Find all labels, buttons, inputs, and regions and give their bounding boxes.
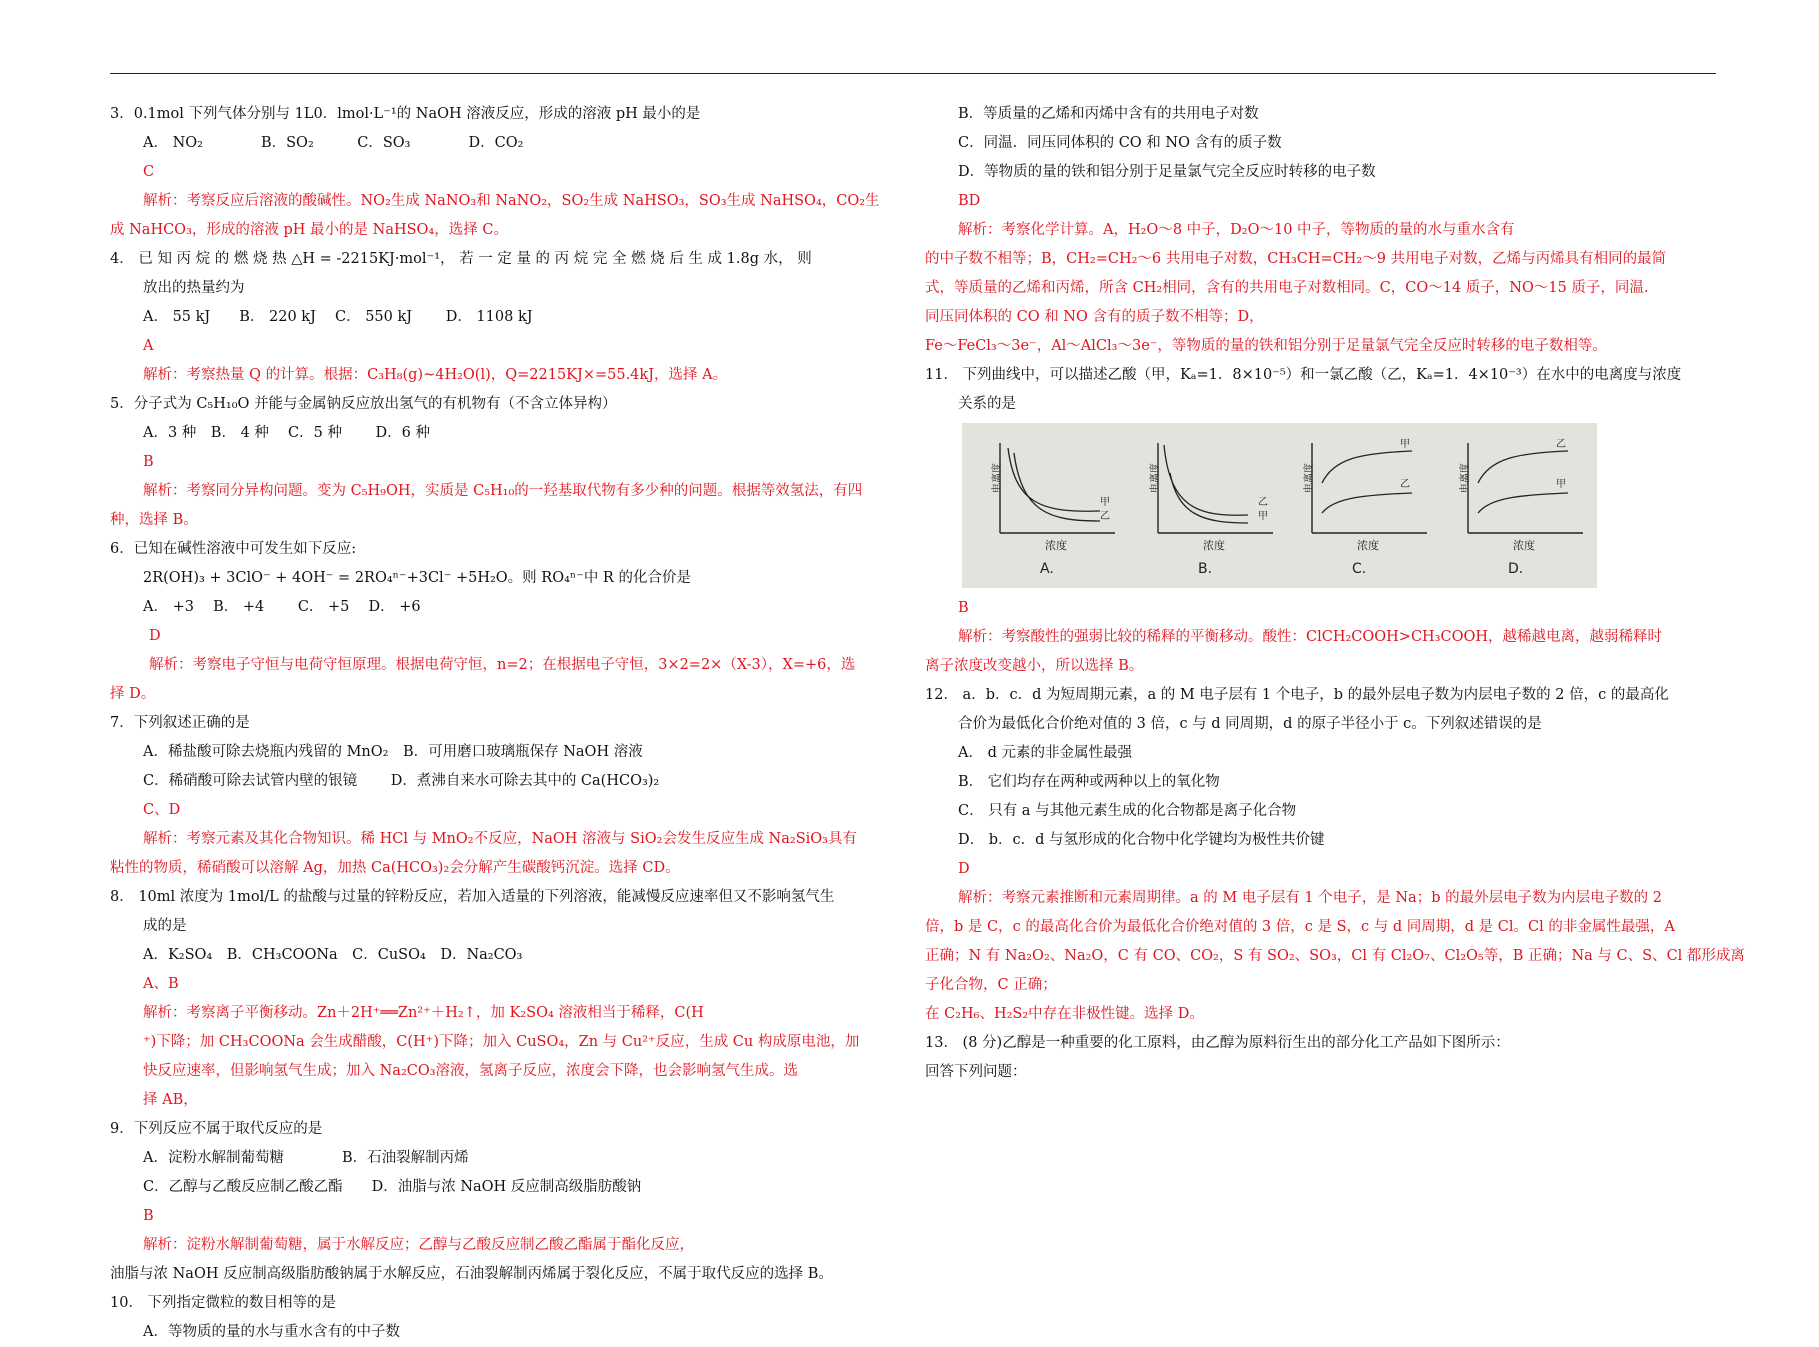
text-line: C．同温．同压同体积的 CO 和 NO 含有的质子数 xyxy=(958,135,1282,151)
text-line: A．淀粉水解制葡萄糖 B．石油裂解制丙烯 xyxy=(143,1150,469,1166)
question-line: 12． a．b．c．d 为短周期元素，a 的 M 电子层有 1 个电子，b 的最外层电子数为内层电子数的 2 倍，c 的最高化 xyxy=(925,687,1669,703)
answer-line: 择 D。 xyxy=(110,686,156,702)
question-line: 6．已知在碱性溶液中可发生如下反应: xyxy=(110,541,357,557)
series-label: 甲 xyxy=(1556,479,1566,490)
y-axis-label: 电离度 xyxy=(992,463,1003,493)
text-line: C．稀硝酸可除去试管内壁的银镜 D．煮沸自来水可除去其中的 Ca(HCO₃)₂ xyxy=(143,773,660,789)
answer-line: 倍，b 是 C，c 的最高化合价为最低化合价绝对值的 3 倍，c 是 S，c 与 d 同周期，d 是 Cl。Cl 的非金属性最强，A xyxy=(925,919,1675,935)
curve-upper xyxy=(1322,451,1412,483)
answer-line: 解析：考察电子守恒与电荷守恒原理。根据电荷守恒，n=2；在根据电子守恒，3×2=2×（X-3），X=+6，选 xyxy=(149,657,856,673)
answer-line: C xyxy=(143,164,155,180)
ionization-degree-figure xyxy=(962,423,1597,588)
text-line: 放出的热量约为 xyxy=(143,280,245,296)
answer-line: 在 C₂H₆、H₂S₂中存在非极性键。选择 D。 xyxy=(925,1006,1204,1022)
header-rule xyxy=(110,73,1716,74)
text-line: B． 它们均存在两种或两种以上的氧化物 xyxy=(958,774,1220,790)
text-line: 成的是 xyxy=(143,918,187,934)
answer-line: D xyxy=(149,628,161,644)
text-line: 2R(OH)₃ + 3ClO⁻ + 4OH⁻ = 2RO₄ⁿ⁻+3Cl⁻ +5H₂O。则 RO₄ⁿ⁻中 R 的化合价是 xyxy=(143,570,691,586)
text-line: D．等物质的量的铁和铝分别于足量氯气完全反应时转移的电子数 xyxy=(958,164,1376,180)
answer-line: 解析：考察元素及其化合物知识。稀 HCl 与 MnO₂不反应，NaOH 溶液与 SiO₂会发生反应生成 Na₂SiO₃具有 xyxy=(143,831,857,847)
curve-upper xyxy=(1164,445,1248,515)
answer-line: 解析：考察酸性的强弱比较的稀释的平衡移动。酸性：ClCH₂COOH>CH₃COOH，越稀越电离，越弱稀释时 xyxy=(958,629,1663,645)
text-line: A．K₂SO₄ B．CH₃COONa C．CuSO₄ D．Na₂CO₃ xyxy=(143,947,523,963)
answer-line: 粘性的物质，稀硝酸可以溶解 Ag，加热 Ca(HCO₃)₂会分解产生碳酸钙沉淀。选择 CD。 xyxy=(110,860,680,876)
answer-line: 择 AB， xyxy=(143,1092,198,1108)
text-line: C． 只有 a 与其他元素生成的化合物都是离子化合物 xyxy=(958,803,1297,819)
text-line: 回答下列问题： xyxy=(925,1064,1027,1080)
left-column xyxy=(110,100,900,1347)
answer-line: ⁺)下降；加 CH₃COONa 会生成醋酸，C(H⁺)下降；加入 CuSO₄，Zn 与 Cu²⁺反应，生成 Cu 构成原电池，加 xyxy=(143,1034,860,1050)
question-line: 10． 下列指定微粒的数目相等的是 xyxy=(110,1295,337,1311)
answer-line: A、B xyxy=(143,976,179,992)
answer-line: 离子浓度改变越小，所以选择 B。 xyxy=(925,658,1144,674)
text-line: A． d 元素的非金属性最强 xyxy=(958,745,1132,761)
question-line: 4． 已 知 丙 烷 的 燃 烧 热 △H = -2215KJ·mol⁻¹， 若 一 定 量 的 丙 烷 完 全 燃 烧 后 生 成 1.8g 水， 则 xyxy=(110,251,812,267)
question-line: 11． 下列曲线中，可以描述乙酸（甲，Kₐ=1．8×10⁻⁵）和一氯乙酸（乙，Kₐ=1．4×10⁻³）在水中的电离度与浓度 xyxy=(925,367,1682,383)
answer-line: B xyxy=(143,1208,154,1224)
answer-line: D xyxy=(958,861,970,877)
answer-line: 解析：淀粉水解制葡萄糖，属于水解反应；乙醇与乙酸反应制乙酸乙酯属于酯化反应， xyxy=(143,1237,694,1253)
panel-label: B. xyxy=(1198,561,1213,577)
text-line: A．3 种 B． 4 种 C．5 种 D．6 种 xyxy=(143,425,431,441)
series-label: 乙 xyxy=(1100,511,1110,522)
text-line: A． +3 B． +4 C． +5 D． +6 xyxy=(143,599,421,615)
series-label: 甲 xyxy=(1400,439,1410,450)
text-line: 关系的是 xyxy=(958,396,1016,412)
right-column-top xyxy=(925,100,1715,419)
text-line: 油脂与浓 NaOH 反应制高级脂肪酸钠属于水解反应，石油裂解制丙烯属于裂化反应，不属于取代反应的选择 B。 xyxy=(110,1266,833,1282)
answer-line: B xyxy=(958,600,969,616)
question-line: 13． (8 分)乙醇是一种重要的化工原料，由乙醇为原料衍生出的部分化工产品如下图所示： xyxy=(925,1035,1510,1051)
answer-line: 正确；N 有 Na₂O₂、Na₂O，C 有 CO、CO₂，S 有 SO₂、SO₃，Cl 有 Cl₂O₇、Cl₂O₅等，B 正确；Na 与 C、S、Cl 都形成离 xyxy=(925,948,1745,964)
answer-line: 同压同体积的 CO 和 NO 含有的质子数不相等；D， xyxy=(925,309,1264,325)
answer-line: A xyxy=(143,338,154,354)
curve-lower xyxy=(1478,493,1568,513)
series-label: 乙 xyxy=(1258,497,1268,508)
y-axis-label: 电离度 xyxy=(1304,463,1315,493)
text-line: B．等质量的乙烯和丙烯中含有的共用电子对数 xyxy=(958,106,1259,122)
question-line: 3．0.1mol 下列气体分别与 1L0．lmol·L⁻¹的 NaOH 溶液反应，形成的溶液 pH 最小的是 xyxy=(110,106,701,122)
question-line: 5．分子式为 C₅H₁₀O 并能与金属钠反应放出氢气的有机物有（不含立体异构） xyxy=(110,396,617,412)
x-axis-label: 浓度 xyxy=(1203,539,1225,552)
text-line: D． b．c．d 与氢形成的化合物中化学键均为极性共价键 xyxy=(958,832,1325,848)
text-line: C．乙醇与乙酸反应制乙酸乙酯 D．油脂与浓 NaOH 反应制高级脂肪酸钠 xyxy=(143,1179,642,1195)
y-axis-label: 电离度 xyxy=(1460,463,1471,493)
answer-line: 快反应速率，但影响氢气生成；加入 Na₂CO₃溶液，氢离子反应，浓度会下降，也会影响氢气生成。选 xyxy=(143,1063,799,1079)
curve-upper xyxy=(1478,451,1568,483)
x-axis-label: 浓度 xyxy=(1513,539,1535,552)
panel-label: A. xyxy=(1040,561,1054,577)
answer-line: 解析：考察离子平衡移动。Zn＋2H⁺══Zn²⁺＋H₂↑，加 K₂SO₄ 溶液相当于稀释，C(H xyxy=(143,1005,704,1021)
text-line: A．稀盐酸可除去烧瓶内残留的 MnO₂ B．可用磨口玻璃瓶保存 NaOH 溶液 xyxy=(143,744,643,760)
series-label: 甲 xyxy=(1258,511,1268,522)
series-label: 乙 xyxy=(1400,479,1410,490)
curve-lower xyxy=(1322,493,1412,513)
answer-line: B xyxy=(143,454,154,470)
answer-line: 的中子数不相等；B，CH₂=CH₂～6 共用电子对数，CH₃CH=CH₂～9 共用电子对数，乙烯与丙烯具有相同的最简 xyxy=(925,251,1667,267)
answer-line: 子化合物，C 正确； xyxy=(925,977,1057,993)
answer-line: 种，选择 B。 xyxy=(110,512,198,528)
answer-line: BD xyxy=(958,193,981,209)
x-axis-label: 浓度 xyxy=(1357,539,1379,552)
curve-upper xyxy=(1008,448,1100,511)
x-axis-label: 浓度 xyxy=(1045,539,1067,552)
right-column-bottom xyxy=(925,594,1745,1087)
right-column xyxy=(925,100,1745,1087)
question-line: 9．下列反应不属于取代反应的是 xyxy=(110,1121,323,1137)
answer-line: Fe～FeCl₃～3e⁻，Al～AlCl₃～3e⁻，等物质的量的铁和铝分别于足量氯气完全反应时转移的电子数相等。 xyxy=(925,338,1607,354)
question-line: 8． 10ml 浓度为 1mol/L 的盐酸与过量的锌粉反应，若加入适量的下列溶液，能减慢反应速率但又不影响氢气生 xyxy=(110,889,835,905)
panel-label: C. xyxy=(1352,561,1367,577)
text-line: A．等物质的量的水与重水含有的中子数 xyxy=(143,1324,400,1340)
text-line: 合价为最低化合价绝对值的 3 倍，c 与 d 同周期，d 的原子半径小于 c。下列叙述错误的是 xyxy=(958,716,1542,732)
answer-line: 式，等质量的乙烯和丙烯，所含 CH₂相同，含有的共用电子对数相同。C，CO～14 质子，NO～15 质子，同温. xyxy=(925,280,1649,296)
text-line: A． 55 kJ B． 220 kJ C． 550 kJ D． 1108 kJ xyxy=(143,309,533,325)
text-line: A． NO₂ B．SO₂ C．SO₃ D．CO₂ xyxy=(143,135,524,151)
question-line: 7．下列叙述正确的是 xyxy=(110,715,250,731)
answer-line: C、D xyxy=(143,802,181,818)
answer-line: 解析：考察反应后溶液的酸碱性。NO₂生成 NaNO₃和 NaNO₂，SO₂生成 NaHSO₃，SO₃生成 NaHSO₄，CO₂生 xyxy=(143,193,880,209)
answer-line: 解析：考察元素推断和元素周期律。a 的 M 电子层有 1 个电子，是 Na；b 的最外层电子数为内层电子数的 2 xyxy=(958,890,1662,906)
series-label: 甲 xyxy=(1100,497,1110,508)
answer-line: 成 NaHCO₃，形成的溶液 pH 最小的是 NaHSO₄，选择 C。 xyxy=(110,222,508,238)
answer-line: 解析：考察热量 Q 的计算。根据：C₃H₈(g)~4H₂O(l)，Q=2215KJ×=55.4kJ，选择 A。 xyxy=(143,367,728,383)
figure-svg xyxy=(962,423,1597,588)
answer-line: 解析：考察化学计算。A，H₂O～8 中子，D₂O～10 中子，等物质的量的水与重水含有 xyxy=(958,222,1515,238)
answer-line: 解析：考察同分异构问题。变为 C₅H₉OH，实质是 C₅H₁₀的一羟基取代物有多少种的问题。根据等效氢法，有四 xyxy=(143,483,863,499)
series-label: 乙 xyxy=(1556,439,1566,450)
panel-label: D. xyxy=(1508,561,1524,577)
y-axis-label: 电离度 xyxy=(1150,463,1161,493)
